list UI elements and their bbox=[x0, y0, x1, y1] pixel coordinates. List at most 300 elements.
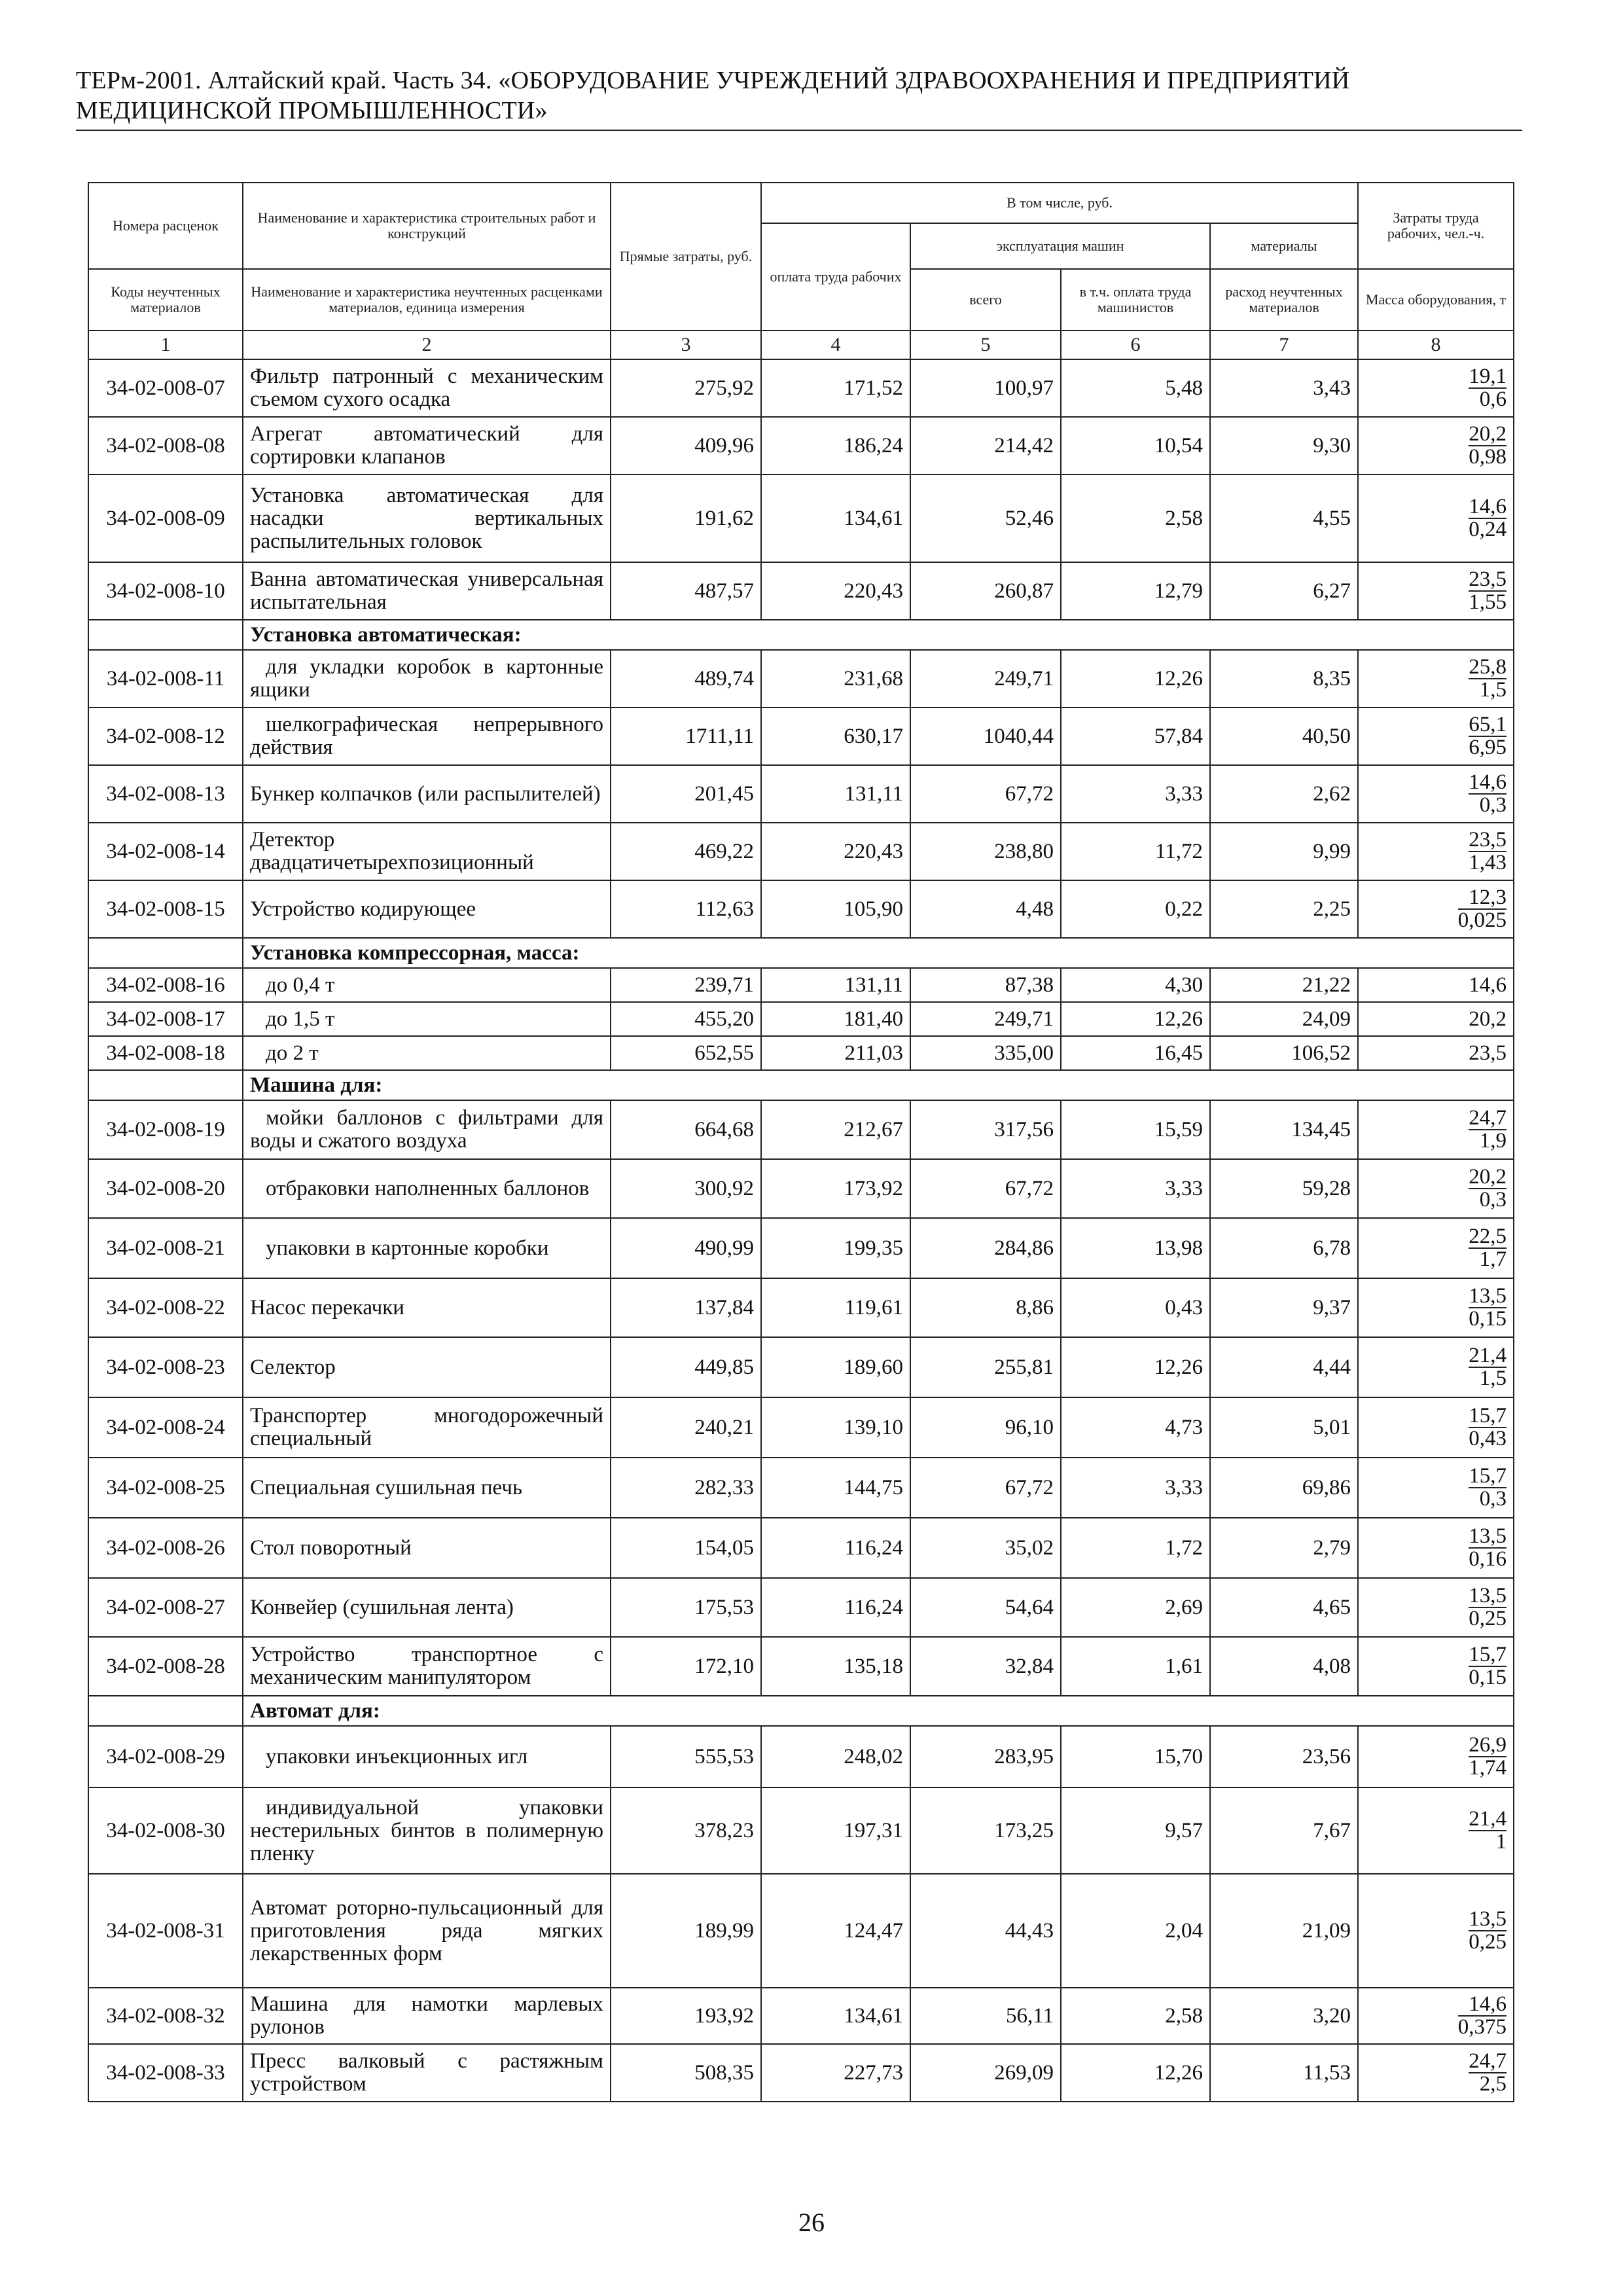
work-name: шелкографическая непрерывного действия bbox=[243, 708, 611, 765]
equipment-mass: 0,43 bbox=[1469, 1426, 1507, 1450]
table-body bbox=[88, 359, 1514, 2102]
direct-costs: 137,84 bbox=[611, 1278, 761, 1337]
table-row bbox=[88, 1637, 1514, 1696]
work-name: Устройство кодирующее bbox=[243, 880, 611, 938]
labor-and-mass bbox=[1358, 475, 1514, 562]
labor-pay: 131,11 bbox=[761, 765, 910, 823]
labor-pay: 211,03 bbox=[761, 1036, 910, 1070]
header-line-1: ТЕРм-2001. Алтайский край. Часть 34. «ОБОРУДОВАНИЕ УЧРЕЖДЕНИЙ ЗДРАВООХРАНЕНИЯ И ПРЕДПРИЯТИЙ bbox=[76, 67, 1350, 94]
labor-costs: 14,6 bbox=[1469, 494, 1507, 518]
materials: 21,22 bbox=[1210, 968, 1358, 1002]
work-name: индивидуальной упаковки нестерильных бинтов в полимерную пленку bbox=[243, 1787, 611, 1874]
page-header bbox=[76, 65, 1522, 131]
column-number: 3 bbox=[611, 331, 761, 359]
work-name: Установка автоматическая для насадки вертикальных распылительных головок bbox=[243, 475, 611, 562]
direct-costs: 191,62 bbox=[611, 475, 761, 562]
table-row bbox=[88, 1397, 1514, 1458]
labor-and-mass bbox=[1358, 1578, 1514, 1637]
column-number: 4 bbox=[761, 331, 910, 359]
rate-code: 34-02-008-25 bbox=[88, 1458, 243, 1518]
equipment-mass: 1,55 bbox=[1469, 590, 1507, 614]
fraction bbox=[1469, 1526, 1507, 1570]
column-number: 2 bbox=[243, 331, 611, 359]
machines-operators: 1,72 bbox=[1061, 1518, 1210, 1578]
column-number: 6 bbox=[1061, 331, 1210, 359]
labor-pay: 227,73 bbox=[761, 2044, 910, 2102]
labor-costs: 24,7 bbox=[1469, 1105, 1507, 1130]
labor-costs: 13,5 bbox=[1469, 1524, 1507, 1548]
direct-costs: 409,96 bbox=[611, 417, 761, 475]
fraction bbox=[1458, 887, 1507, 931]
header-line-2: МЕДИЦИНСКОЙ ПРОМЫШЛЕННОСТИ» bbox=[76, 97, 548, 124]
equipment-mass: 0,24 bbox=[1469, 517, 1507, 541]
labor-pay: 124,47 bbox=[761, 1874, 910, 1988]
equipment-mass: 0,16 bbox=[1469, 1547, 1507, 1571]
fraction bbox=[1469, 1166, 1507, 1211]
materials: 6,27 bbox=[1210, 562, 1358, 620]
labor-pay: 199,35 bbox=[761, 1218, 910, 1278]
machines-operators: 4,30 bbox=[1061, 968, 1210, 1002]
rates-table bbox=[88, 182, 1514, 2102]
machines-operators: 15,70 bbox=[1061, 1726, 1210, 1787]
labor-and-mass bbox=[1358, 1100, 1514, 1159]
labor-pay: 116,24 bbox=[761, 1578, 910, 1637]
machines-operators: 9,57 bbox=[1061, 1787, 1210, 1874]
direct-costs: 555,53 bbox=[611, 1726, 761, 1787]
rate-code: 34-02-008-18 bbox=[88, 1036, 243, 1070]
fraction bbox=[1469, 1285, 1507, 1330]
table-row bbox=[88, 1337, 1514, 1397]
machines-operators: 13,98 bbox=[1061, 1218, 1210, 1278]
fraction bbox=[1469, 1226, 1507, 1270]
equipment-mass: 2,5 bbox=[1479, 2072, 1507, 2096]
labor-costs: 13,5 bbox=[1469, 1907, 1507, 1931]
work-name: до 0,4 т bbox=[243, 968, 611, 1002]
machines-total: 56,11 bbox=[910, 1988, 1061, 2044]
machines-total: 214,42 bbox=[910, 417, 1061, 475]
machines-operators: 5,48 bbox=[1061, 359, 1210, 417]
work-name: мойки баллонов с фильтрами для воды и сжатого воздуха bbox=[243, 1100, 611, 1159]
labor-costs: 15,7 bbox=[1469, 1642, 1507, 1666]
labor-and-mass bbox=[1358, 417, 1514, 475]
fraction bbox=[1469, 1107, 1507, 1152]
labor-costs: 20,2 bbox=[1469, 422, 1507, 446]
table-row bbox=[88, 968, 1514, 1002]
machines-total: 32,84 bbox=[910, 1637, 1061, 1696]
fraction bbox=[1469, 1585, 1507, 1630]
labor-costs: 26,9 bbox=[1469, 1732, 1507, 1757]
materials: 4,55 bbox=[1210, 475, 1358, 562]
section-title: Автомат для: bbox=[243, 1696, 1514, 1726]
rate-code: 34-02-008-14 bbox=[88, 823, 243, 880]
machines-total: 96,10 bbox=[910, 1397, 1061, 1458]
table-row bbox=[88, 650, 1514, 708]
rate-code: 34-02-008-15 bbox=[88, 880, 243, 938]
header-labor-pay: оплата труда рабочих bbox=[761, 223, 910, 331]
equipment-mass: 0,98 bbox=[1469, 444, 1507, 469]
work-name: Стол поворотный bbox=[243, 1518, 611, 1578]
machines-total: 44,43 bbox=[910, 1874, 1061, 1988]
machines-total: 283,95 bbox=[910, 1726, 1061, 1787]
section-code-cell bbox=[88, 1070, 243, 1100]
labor-pay: 248,02 bbox=[761, 1726, 910, 1787]
labor-pay: 105,90 bbox=[761, 880, 910, 938]
labor-and-mass bbox=[1358, 2044, 1514, 2102]
machines-total: 87,38 bbox=[910, 968, 1061, 1002]
table-row bbox=[88, 1100, 1514, 1159]
machines-operators: 12,26 bbox=[1061, 1002, 1210, 1036]
column-number: 8 bbox=[1358, 331, 1514, 359]
machines-operators: 2,58 bbox=[1061, 475, 1210, 562]
table-row bbox=[88, 475, 1514, 562]
labor-costs: 15,7 bbox=[1469, 1403, 1507, 1427]
labor-pay: 173,92 bbox=[761, 1159, 910, 1218]
labor-and-mass bbox=[1358, 880, 1514, 938]
labor-and-mass bbox=[1358, 359, 1514, 417]
machines-total: 269,09 bbox=[910, 2044, 1061, 2102]
header-rate-numbers: Номера расценок bbox=[88, 183, 243, 269]
fraction bbox=[1469, 569, 1507, 613]
labor-and-mass bbox=[1358, 1637, 1514, 1696]
materials: 59,28 bbox=[1210, 1159, 1358, 1218]
fraction bbox=[1469, 1909, 1507, 1953]
machines-total: 52,46 bbox=[910, 475, 1061, 562]
materials: 134,45 bbox=[1210, 1100, 1358, 1159]
rate-code: 34-02-008-28 bbox=[88, 1637, 243, 1696]
materials: 9,37 bbox=[1210, 1278, 1358, 1337]
labor-pay: 630,17 bbox=[761, 708, 910, 765]
labor-and-mass bbox=[1358, 1874, 1514, 1988]
materials: 11,53 bbox=[1210, 2044, 1358, 2102]
header-labor-costs: Затраты труда рабочих, чел.-ч. bbox=[1358, 183, 1514, 269]
machines-total: 67,72 bbox=[910, 765, 1061, 823]
labor-and-mass bbox=[1358, 562, 1514, 620]
section-title: Установка автоматическая: bbox=[243, 620, 1514, 650]
machines-total: 238,80 bbox=[910, 823, 1061, 880]
table-row bbox=[88, 1787, 1514, 1874]
equipment-mass: 0,3 bbox=[1479, 1486, 1507, 1511]
rate-code: 34-02-008-16 bbox=[88, 968, 243, 1002]
labor-costs: 23,5 bbox=[1469, 827, 1507, 852]
table-row bbox=[88, 880, 1514, 938]
section-row bbox=[88, 620, 1514, 650]
machines-total: 54,64 bbox=[910, 1578, 1061, 1637]
fraction bbox=[1469, 1465, 1507, 1510]
table-row bbox=[88, 562, 1514, 620]
labor-costs: 12,3 bbox=[1458, 887, 1507, 910]
work-name: до 1,5 т bbox=[243, 1002, 611, 1036]
labor-costs: 24,7 bbox=[1469, 2049, 1507, 2073]
fraction bbox=[1469, 1644, 1507, 1689]
equipment-mass: 6,95 bbox=[1469, 735, 1507, 759]
table-row bbox=[88, 359, 1514, 417]
labor-costs: 23,5 bbox=[1469, 567, 1507, 591]
machines-operators: 15,59 bbox=[1061, 1100, 1210, 1159]
equipment-mass: 0,3 bbox=[1479, 793, 1507, 817]
labor-and-mass bbox=[1358, 1218, 1514, 1278]
equipment-mass: 0,025 bbox=[1457, 908, 1507, 932]
rate-code: 34-02-008-32 bbox=[88, 1988, 243, 2044]
work-name: Агрегат автоматический для сортировки клапанов bbox=[243, 417, 611, 475]
labor-and-mass bbox=[1358, 765, 1514, 823]
materials: 21,09 bbox=[1210, 1874, 1358, 1988]
page-number: 26 bbox=[798, 2208, 825, 2237]
direct-costs: 112,63 bbox=[611, 880, 761, 938]
machines-operators: 2,58 bbox=[1061, 1988, 1210, 2044]
section-title: Установка компрессорная, масса: bbox=[243, 938, 1514, 968]
machines-operators: 1,61 bbox=[1061, 1637, 1210, 1696]
machines-total: 249,71 bbox=[910, 1002, 1061, 1036]
equipment-mass: 1 bbox=[1495, 1829, 1507, 1854]
direct-costs: 490,99 bbox=[611, 1218, 761, 1278]
labor-costs: 14,6 bbox=[1469, 770, 1507, 794]
direct-costs: 300,92 bbox=[611, 1159, 761, 1218]
table-row bbox=[88, 417, 1514, 475]
fraction bbox=[1469, 1734, 1507, 1779]
labor-pay: 181,40 bbox=[761, 1002, 910, 1036]
work-name: упаковки в картонные коробки bbox=[243, 1218, 611, 1278]
materials: 4,65 bbox=[1210, 1578, 1358, 1637]
equipment-mass: 1,5 bbox=[1479, 677, 1507, 702]
rate-code: 34-02-008-17 bbox=[88, 1002, 243, 1036]
materials: 3,43 bbox=[1210, 359, 1358, 417]
section-code-cell bbox=[88, 620, 243, 650]
machines-total: 260,87 bbox=[910, 562, 1061, 620]
labor-costs: 20,2 bbox=[1469, 1164, 1507, 1189]
materials: 2,62 bbox=[1210, 765, 1358, 823]
machines-operators: 12,26 bbox=[1061, 650, 1210, 708]
labor-pay: 134,61 bbox=[761, 1988, 910, 2044]
section-code-cell bbox=[88, 938, 243, 968]
equipment-mass: 1,5 bbox=[1479, 1366, 1507, 1390]
machines-total: 35,02 bbox=[910, 1518, 1061, 1578]
equipment-mass: 0,25 bbox=[1469, 1929, 1507, 1954]
labor-pay: 131,11 bbox=[761, 968, 910, 1002]
rate-code: 34-02-008-11 bbox=[88, 650, 243, 708]
direct-costs: 239,71 bbox=[611, 968, 761, 1002]
equipment-mass: 0,15 bbox=[1469, 1665, 1507, 1689]
machines-operators: 3,33 bbox=[1061, 765, 1210, 823]
machines-operators: 0,22 bbox=[1061, 880, 1210, 938]
table-row bbox=[88, 765, 1514, 823]
equipment-mass: 0,15 bbox=[1469, 1306, 1507, 1331]
rate-code: 34-02-008-30 bbox=[88, 1787, 243, 1874]
materials: 2,25 bbox=[1210, 880, 1358, 938]
materials: 23,56 bbox=[1210, 1726, 1358, 1787]
direct-costs: 1711,11 bbox=[611, 708, 761, 765]
table-row bbox=[88, 1159, 1514, 1218]
work-name: Пресс валковый с растяжным устройством bbox=[243, 2044, 611, 2102]
labor-pay: 139,10 bbox=[761, 1397, 910, 1458]
header-work-name: Наименование и характеристика строительных работ и конструкций bbox=[243, 183, 611, 269]
materials: 2,79 bbox=[1210, 1518, 1358, 1578]
fraction bbox=[1469, 496, 1507, 541]
labor-pay: 171,52 bbox=[761, 359, 910, 417]
materials: 5,01 bbox=[1210, 1397, 1358, 1458]
direct-costs: 489,74 bbox=[611, 650, 761, 708]
machines-total: 1040,44 bbox=[910, 708, 1061, 765]
direct-costs: 508,35 bbox=[611, 2044, 761, 2102]
direct-costs: 154,05 bbox=[611, 1518, 761, 1578]
rate-code: 34-02-008-19 bbox=[88, 1100, 243, 1159]
table-row bbox=[88, 1988, 1514, 2044]
machines-operators: 10,54 bbox=[1061, 417, 1210, 475]
table-row bbox=[88, 708, 1514, 765]
fraction bbox=[1469, 829, 1507, 874]
labor-pay: 119,61 bbox=[761, 1278, 910, 1337]
labor-pay: 134,61 bbox=[761, 475, 910, 562]
rate-code: 34-02-008-27 bbox=[88, 1578, 243, 1637]
machines-operators: 2,04 bbox=[1061, 1874, 1210, 1988]
work-name: Селектор bbox=[243, 1337, 611, 1397]
header-including: В том числе, руб. bbox=[761, 183, 1358, 223]
machines-operators: 0,43 bbox=[1061, 1278, 1210, 1337]
section-code-cell bbox=[88, 1696, 243, 1726]
labor-costs: 21,4 bbox=[1469, 1806, 1507, 1831]
rate-code: 34-02-008-07 bbox=[88, 359, 243, 417]
fraction bbox=[1469, 714, 1507, 759]
materials: 9,99 bbox=[1210, 823, 1358, 880]
work-name: Специальная сушильная печь bbox=[243, 1458, 611, 1518]
rate-code: 34-02-008-22 bbox=[88, 1278, 243, 1337]
fraction bbox=[1469, 772, 1507, 816]
fraction bbox=[1469, 1405, 1507, 1450]
labor-costs: 14,6 bbox=[1358, 968, 1514, 1002]
labor-pay: 186,24 bbox=[761, 417, 910, 475]
materials: 3,20 bbox=[1210, 1988, 1358, 2044]
equipment-mass: 1,74 bbox=[1469, 1755, 1507, 1780]
section-row bbox=[88, 938, 1514, 968]
machines-operators: 11,72 bbox=[1061, 823, 1210, 880]
direct-costs: 189,99 bbox=[611, 1874, 761, 1988]
equipment-mass: 0,3 bbox=[1479, 1187, 1507, 1211]
machines-total: 317,56 bbox=[910, 1100, 1061, 1159]
labor-costs: 15,7 bbox=[1469, 1463, 1507, 1488]
direct-costs: 449,85 bbox=[611, 1337, 761, 1397]
rate-code: 34-02-008-21 bbox=[88, 1218, 243, 1278]
header-machines-operators: в т.ч. оплата труда машинистов bbox=[1061, 269, 1210, 331]
column-number: 1 bbox=[88, 331, 243, 359]
rate-code: 34-02-008-26 bbox=[88, 1518, 243, 1578]
machines-operators: 57,84 bbox=[1061, 708, 1210, 765]
rate-code: 34-02-008-29 bbox=[88, 1726, 243, 1787]
labor-and-mass bbox=[1358, 650, 1514, 708]
machines-operators: 3,33 bbox=[1061, 1458, 1210, 1518]
work-name: Фильтр патронный с механическим съемом сухого осадка bbox=[243, 359, 611, 417]
equipment-mass: 0,25 bbox=[1469, 1606, 1507, 1630]
equipment-mass: 1,7 bbox=[1479, 1247, 1507, 1271]
machines-total: 100,97 bbox=[910, 359, 1061, 417]
labor-pay: 231,68 bbox=[761, 650, 910, 708]
direct-costs: 455,20 bbox=[611, 1002, 761, 1036]
table-row bbox=[88, 2044, 1514, 2102]
table-row bbox=[88, 823, 1514, 880]
rate-code: 34-02-008-24 bbox=[88, 1397, 243, 1458]
labor-and-mass bbox=[1358, 1159, 1514, 1218]
labor-costs: 19,1 bbox=[1469, 364, 1507, 388]
rate-code: 34-02-008-08 bbox=[88, 417, 243, 475]
header-material-names: Наименование и характеристика неучтенных расценками материалов, единица измерения bbox=[243, 269, 611, 331]
direct-costs: 275,92 bbox=[611, 359, 761, 417]
labor-and-mass bbox=[1358, 1397, 1514, 1458]
rate-code: 34-02-008-12 bbox=[88, 708, 243, 765]
machines-total: 4,48 bbox=[910, 880, 1061, 938]
work-name: Транспортер многодорожечный специальный bbox=[243, 1397, 611, 1458]
table-row bbox=[88, 1726, 1514, 1787]
direct-costs: 172,10 bbox=[611, 1637, 761, 1696]
fraction bbox=[1469, 1808, 1507, 1853]
machines-operators: 12,26 bbox=[1061, 2044, 1210, 2102]
labor-costs: 65,1 bbox=[1469, 712, 1507, 736]
work-name: Детектор двадцатичетырехпозиционный bbox=[243, 823, 611, 880]
section-title: Машина для: bbox=[243, 1070, 1514, 1100]
materials: 8,35 bbox=[1210, 650, 1358, 708]
machines-total: 249,71 bbox=[910, 650, 1061, 708]
machines-total: 173,25 bbox=[910, 1787, 1061, 1874]
labor-costs: 25,8 bbox=[1469, 655, 1507, 679]
labor-pay: 144,75 bbox=[761, 1458, 910, 1518]
labor-costs: 21,4 bbox=[1469, 1343, 1507, 1367]
labor-costs: 23,5 bbox=[1358, 1036, 1514, 1070]
labor-and-mass bbox=[1358, 1988, 1514, 2044]
labor-costs: 13,5 bbox=[1469, 1283, 1507, 1308]
materials: 24,09 bbox=[1210, 1002, 1358, 1036]
work-name: Бункер колпачков (или распылителей) bbox=[243, 765, 611, 823]
machines-operators: 12,79 bbox=[1061, 562, 1210, 620]
labor-and-mass bbox=[1358, 1278, 1514, 1337]
header-direct-costs: Прямые затраты, руб. bbox=[611, 183, 761, 331]
rate-code: 34-02-008-31 bbox=[88, 1874, 243, 1988]
machines-operators: 16,45 bbox=[1061, 1036, 1210, 1070]
machines-operators: 2,69 bbox=[1061, 1578, 1210, 1637]
labor-and-mass bbox=[1358, 1337, 1514, 1397]
section-row bbox=[88, 1070, 1514, 1100]
labor-costs: 20,2 bbox=[1358, 1002, 1514, 1036]
direct-costs: 378,23 bbox=[611, 1787, 761, 1874]
labor-pay: 116,24 bbox=[761, 1518, 910, 1578]
materials: 9,30 bbox=[1210, 417, 1358, 475]
work-name: для укладки коробок в картонные ящики bbox=[243, 650, 611, 708]
materials: 7,67 bbox=[1210, 1787, 1358, 1874]
work-name: Машина для намотки марлевых рулонов bbox=[243, 1988, 611, 2044]
table-row bbox=[88, 1218, 1514, 1278]
fraction bbox=[1469, 656, 1507, 701]
direct-costs: 282,33 bbox=[611, 1458, 761, 1518]
machines-operators: 3,33 bbox=[1061, 1159, 1210, 1218]
table-row bbox=[88, 1278, 1514, 1337]
labor-pay: 220,43 bbox=[761, 823, 910, 880]
direct-costs: 652,55 bbox=[611, 1036, 761, 1070]
work-name: упаковки инъекционных игл bbox=[243, 1726, 611, 1787]
labor-and-mass bbox=[1358, 1726, 1514, 1787]
rate-code: 34-02-008-10 bbox=[88, 562, 243, 620]
table-row bbox=[88, 1874, 1514, 1988]
machines-total: 284,86 bbox=[910, 1218, 1061, 1278]
work-name: до 2 т bbox=[243, 1036, 611, 1070]
labor-costs: 13,5 bbox=[1469, 1583, 1507, 1607]
header-materials-unaccounted: расход неучтенных материалов bbox=[1210, 269, 1358, 331]
direct-costs: 175,53 bbox=[611, 1578, 761, 1637]
direct-costs: 193,92 bbox=[611, 1988, 761, 2044]
table-row bbox=[88, 1002, 1514, 1036]
equipment-mass: 1,9 bbox=[1479, 1128, 1507, 1153]
rate-code: 34-02-008-09 bbox=[88, 475, 243, 562]
equipment-mass: 0,6 bbox=[1479, 387, 1507, 411]
machines-total: 67,72 bbox=[910, 1159, 1061, 1218]
labor-and-mass bbox=[1358, 1518, 1514, 1578]
labor-costs: 14,6 bbox=[1458, 1994, 1507, 2017]
machines-operators: 12,26 bbox=[1061, 1337, 1210, 1397]
